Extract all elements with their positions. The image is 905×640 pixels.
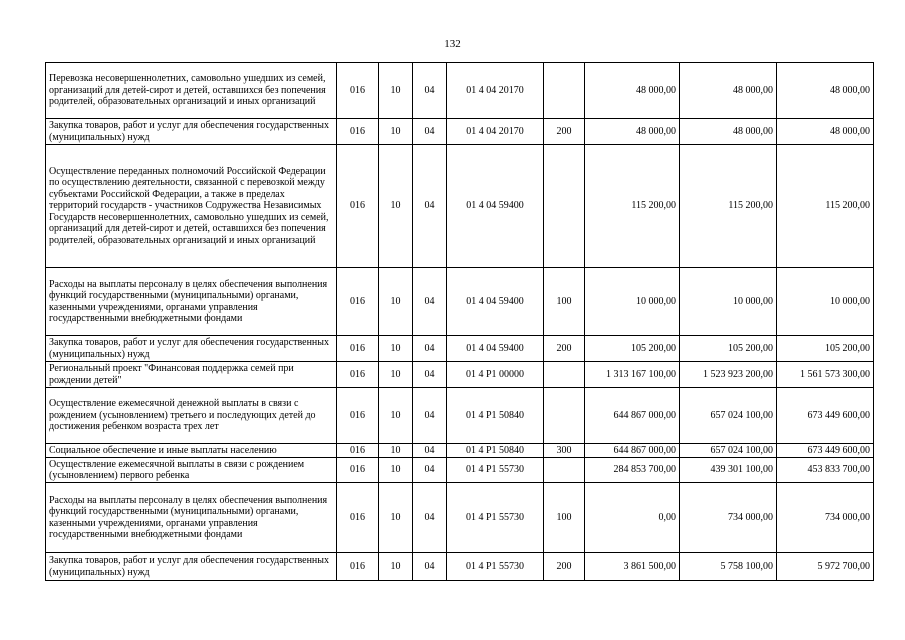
expense-type-cell <box>544 63 585 119</box>
section-code-cell: 10 <box>379 444 413 458</box>
subsection-code-cell: 04 <box>413 268 447 336</box>
table-row <box>46 362 874 388</box>
ministry-code-cell: 016 <box>337 444 379 458</box>
amount-year2-cell: 657 024 100,00 <box>680 444 777 458</box>
table-row <box>46 145 874 268</box>
subsection-code-cell: 04 <box>413 388 447 444</box>
target-article-cell: 01 4 P1 50840 <box>447 444 544 458</box>
section-code-cell: 10 <box>379 63 413 119</box>
expense-type-cell: 200 <box>544 553 585 581</box>
ministry-code-cell: 016 <box>337 336 379 362</box>
subsection-code-cell: 04 <box>413 553 447 581</box>
section-code-cell: 10 <box>379 553 413 581</box>
expense-type-cell: 100 <box>544 483 585 553</box>
expense-name-cell: Осуществление ежемесячной выплаты в связи с рождением (усыновлением) первого ребенка <box>46 458 337 483</box>
amount-year3-cell: 10 000,00 <box>777 268 874 336</box>
subsection-code-cell: 04 <box>413 483 447 553</box>
table-row <box>46 483 874 553</box>
subsection-code-cell: 04 <box>413 63 447 119</box>
expense-type-cell <box>544 388 585 444</box>
target-article-cell: 01 4 04 59400 <box>447 336 544 362</box>
expense-name-cell: Осуществление переданных полномочий Российской Федерации по осуществлению деятельности, связанной с перевозкой между субъектами Российской Федерации, а также в пределах территорий государств - участников Содружества Независимых Государств несовершеннолетних, самовольно ушедших из семей, организаций для детей-сирот и детей, оставшихся без попечения родителей, образовательных организаций и иных организаций <box>46 145 337 268</box>
amount-year2-cell: 1 523 923 200,00 <box>680 362 777 388</box>
section-code-cell: 10 <box>379 336 413 362</box>
target-article-cell: 01 4 04 59400 <box>447 145 544 268</box>
table-row <box>46 458 874 483</box>
amount-year3-cell: 48 000,00 <box>777 119 874 145</box>
expense-name-cell: Осуществление ежемесячной денежной выплаты в связи с рождением (усыновлением) третьего и последующих детей до достижения ребенком возраста трех лет <box>46 388 337 444</box>
subsection-code-cell: 04 <box>413 444 447 458</box>
amount-year1-cell: 644 867 000,00 <box>585 388 680 444</box>
expense-name-cell: Закупка товаров, работ и услуг для обеспечения государственных (муниципальных) нужд <box>46 553 337 581</box>
subsection-code-cell: 04 <box>413 119 447 145</box>
table-row <box>46 553 874 581</box>
amount-year3-cell: 105 200,00 <box>777 336 874 362</box>
subsection-code-cell: 04 <box>413 458 447 483</box>
amount-year2-cell: 657 024 100,00 <box>680 388 777 444</box>
table-row <box>46 63 874 119</box>
table-row <box>46 268 874 336</box>
section-code-cell: 10 <box>379 145 413 268</box>
amount-year1-cell: 10 000,00 <box>585 268 680 336</box>
expense-name-cell: Региональный проект "Финансовая поддержка семей при рождении детей" <box>46 362 337 388</box>
amount-year2-cell: 115 200,00 <box>680 145 777 268</box>
section-code-cell: 10 <box>379 483 413 553</box>
amount-year2-cell: 105 200,00 <box>680 336 777 362</box>
amount-year1-cell: 284 853 700,00 <box>585 458 680 483</box>
table-row <box>46 119 874 145</box>
ministry-code-cell: 016 <box>337 145 379 268</box>
target-article-cell: 01 4 04 20170 <box>447 63 544 119</box>
amount-year2-cell: 5 758 100,00 <box>680 553 777 581</box>
table-row <box>46 388 874 444</box>
section-code-cell: 10 <box>379 268 413 336</box>
amount-year1-cell: 105 200,00 <box>585 336 680 362</box>
amount-year2-cell: 734 000,00 <box>680 483 777 553</box>
amount-year2-cell: 48 000,00 <box>680 63 777 119</box>
amount-year3-cell: 1 561 573 300,00 <box>777 362 874 388</box>
ministry-code-cell: 016 <box>337 483 379 553</box>
table-row <box>46 336 874 362</box>
expense-name-cell: Социальное обеспечение и иные выплаты населению <box>46 444 337 458</box>
target-article-cell: 01 4 04 20170 <box>447 119 544 145</box>
expense-type-cell <box>544 145 585 268</box>
ministry-code-cell: 016 <box>337 119 379 145</box>
expense-type-cell: 100 <box>544 268 585 336</box>
amount-year1-cell: 115 200,00 <box>585 145 680 268</box>
amount-year1-cell: 3 861 500,00 <box>585 553 680 581</box>
target-article-cell: 01 4 P1 00000 <box>447 362 544 388</box>
amount-year3-cell: 453 833 700,00 <box>777 458 874 483</box>
budget-table <box>45 62 874 581</box>
section-code-cell: 10 <box>379 362 413 388</box>
expense-name-cell: Перевозка несовершеннолетних, самовольно ушедших из семей, организаций для детей-сирот и детей, оставшихся без попечения родителей, образовательных организаций и иных организаций <box>46 63 337 119</box>
section-code-cell: 10 <box>379 458 413 483</box>
section-code-cell: 10 <box>379 388 413 444</box>
expense-type-cell: 300 <box>544 444 585 458</box>
ministry-code-cell: 016 <box>337 63 379 119</box>
amount-year3-cell: 115 200,00 <box>777 145 874 268</box>
amount-year2-cell: 10 000,00 <box>680 268 777 336</box>
subsection-code-cell: 04 <box>413 362 447 388</box>
amount-year1-cell: 48 000,00 <box>585 63 680 119</box>
amount-year3-cell: 673 449 600,00 <box>777 444 874 458</box>
amount-year3-cell: 734 000,00 <box>777 483 874 553</box>
expense-type-cell <box>544 362 585 388</box>
amount-year1-cell: 644 867 000,00 <box>585 444 680 458</box>
table-row <box>46 444 874 458</box>
amount-year3-cell: 48 000,00 <box>777 63 874 119</box>
ministry-code-cell: 016 <box>337 553 379 581</box>
target-article-cell: 01 4 P1 55730 <box>447 483 544 553</box>
target-article-cell: 01 4 P1 55730 <box>447 553 544 581</box>
amount-year3-cell: 5 972 700,00 <box>777 553 874 581</box>
section-code-cell: 10 <box>379 119 413 145</box>
target-article-cell: 01 4 P1 55730 <box>447 458 544 483</box>
ministry-code-cell: 016 <box>337 362 379 388</box>
subsection-code-cell: 04 <box>413 336 447 362</box>
ministry-code-cell: 016 <box>337 388 379 444</box>
amount-year1-cell: 0,00 <box>585 483 680 553</box>
amount-year2-cell: 439 301 100,00 <box>680 458 777 483</box>
amount-year3-cell: 673 449 600,00 <box>777 388 874 444</box>
expense-name-cell: Расходы на выплаты персоналу в целях обеспечения выполнения функций государственными (муниципальными) органами, казенными учреждениями, органами управления государственными внебюджетными фондами <box>46 483 337 553</box>
ministry-code-cell: 016 <box>337 268 379 336</box>
amount-year1-cell: 48 000,00 <box>585 119 680 145</box>
expense-name-cell: Закупка товаров, работ и услуг для обеспечения государственных (муниципальных) нужд <box>46 336 337 362</box>
subsection-code-cell: 04 <box>413 145 447 268</box>
expense-type-cell: 200 <box>544 336 585 362</box>
amount-year2-cell: 48 000,00 <box>680 119 777 145</box>
amount-year1-cell: 1 313 167 100,00 <box>585 362 680 388</box>
expense-name-cell: Расходы на выплаты персоналу в целях обеспечения выполнения функций государственными (муниципальными) органами, казенными учреждениями, органами управления государственными внебюджетными фондами <box>46 268 337 336</box>
target-article-cell: 01 4 04 59400 <box>447 268 544 336</box>
page-number: 132 <box>444 38 461 50</box>
expense-name-cell: Закупка товаров, работ и услуг для обеспечения государственных (муниципальных) нужд <box>46 119 337 145</box>
expense-type-cell: 200 <box>544 119 585 145</box>
expense-type-cell <box>544 458 585 483</box>
target-article-cell: 01 4 P1 50840 <box>447 388 544 444</box>
ministry-code-cell: 016 <box>337 458 379 483</box>
